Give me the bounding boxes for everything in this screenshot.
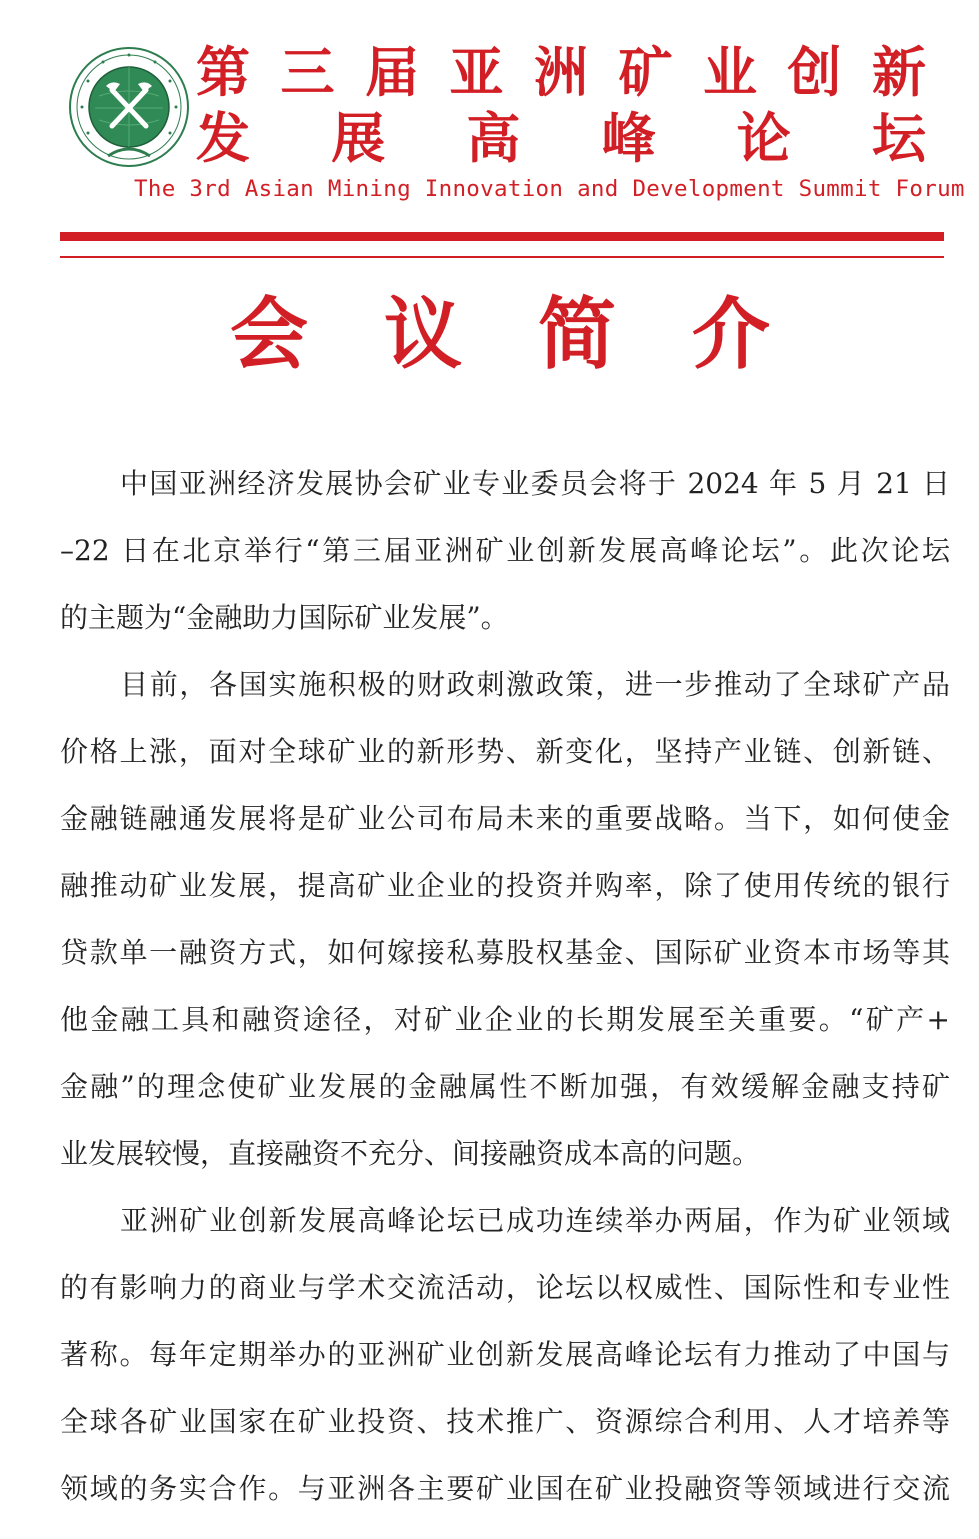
text-line: 全球各矿业国家在矿业投资、技术推广、资源综合利用、人才培养等: [60, 1405, 950, 1438]
document-body: [60, 450, 950, 1522]
title-char: 发: [196, 107, 250, 170]
text-line: 著称。每年定期举办的亚洲矿业创新发展高峰论坛有力推动了中国与: [60, 1338, 950, 1371]
section-title-char: 简: [537, 290, 616, 380]
text-line: 的主题为“金融助力国际矿业发展”。: [60, 601, 509, 634]
title-char: 展: [331, 107, 386, 170]
title-char: 论: [736, 107, 791, 170]
title-char: 峰: [601, 107, 656, 170]
association-seal-icon: [68, 46, 190, 168]
title-char: 高: [466, 107, 521, 170]
text-line: 领域的务实合作。与亚洲各主要矿业国在矿业投融资等领域进行交流: [60, 1472, 950, 1505]
title-char: 创: [787, 41, 842, 104]
section-title-char: 介: [691, 290, 770, 380]
forum-title: [196, 40, 926, 172]
text-line: 贷款单一融资方式，如何嫁接私募股权基金、国际矿业资本市场等其: [60, 936, 950, 969]
title-char: 坛: [871, 107, 926, 170]
forum-title-line-1: [196, 40, 926, 106]
paragraph-1: [60, 450, 950, 651]
title-char: 新: [872, 41, 926, 104]
text-line: 他金融工具和融资途径，对矿业企业的长期发展至关重要。“矿产+: [60, 1003, 950, 1036]
paragraph-3: [60, 1187, 950, 1522]
title-char: 矿: [618, 41, 673, 104]
text-line: 金融链融通发展将是矿业公司布局未来的重要战略。当下，如何使金: [60, 802, 950, 835]
paragraph-2: [60, 651, 950, 1187]
text-line: 金融”的理念使矿业发展的金融属性不断加强，有效缓解金融支持矿: [60, 1070, 950, 1103]
text-line: 的有影响力的商业与学术交流活动，论坛以权威性、国际性和专业性: [60, 1271, 950, 1304]
letterhead: [0, 0, 979, 270]
text-line: 亚洲矿业创新发展高峰论坛已成功连续举办两届，作为矿业领域: [120, 1204, 950, 1237]
text-line: –22 日在北京举行“第三届亚洲矿业创新发展高峰论坛”。此次论坛: [60, 534, 950, 567]
title-char: 届: [365, 41, 419, 104]
title-char: 业: [703, 41, 757, 104]
header-rule-thick: [60, 232, 944, 241]
title-char: 第: [196, 41, 250, 104]
title-char: 亚: [449, 41, 504, 104]
title-char: 三: [280, 41, 335, 104]
forum-title-line-2: [196, 106, 926, 172]
text-line: 融推动矿业发展，提高矿业企业的投资并购率，除了使用传统的银行: [60, 869, 950, 902]
section-title: [230, 285, 770, 385]
text-line: 中国亚洲经济发展协会矿业专业委员会将于 2024 年 5 月 21 日: [120, 467, 950, 500]
section-title-char: 议: [383, 290, 462, 380]
forum-title-english: The 3rd Asian Mining Innovation and Development Summit Forum: [134, 176, 965, 202]
header-rule-thin: [60, 256, 944, 258]
title-char: 洲: [534, 41, 588, 104]
text-line: 价格上涨，面对全球矿业的新形势、新变化，坚持产业链、创新链、: [60, 735, 950, 768]
text-line: 目前，各国实施积极的财政刺激政策，进一步推动了全球矿产品: [120, 668, 950, 701]
section-title-char: 会: [230, 290, 309, 380]
text-line: 业发展较慢，直接融资不充分、间接融资成本高的问题。: [60, 1137, 761, 1170]
